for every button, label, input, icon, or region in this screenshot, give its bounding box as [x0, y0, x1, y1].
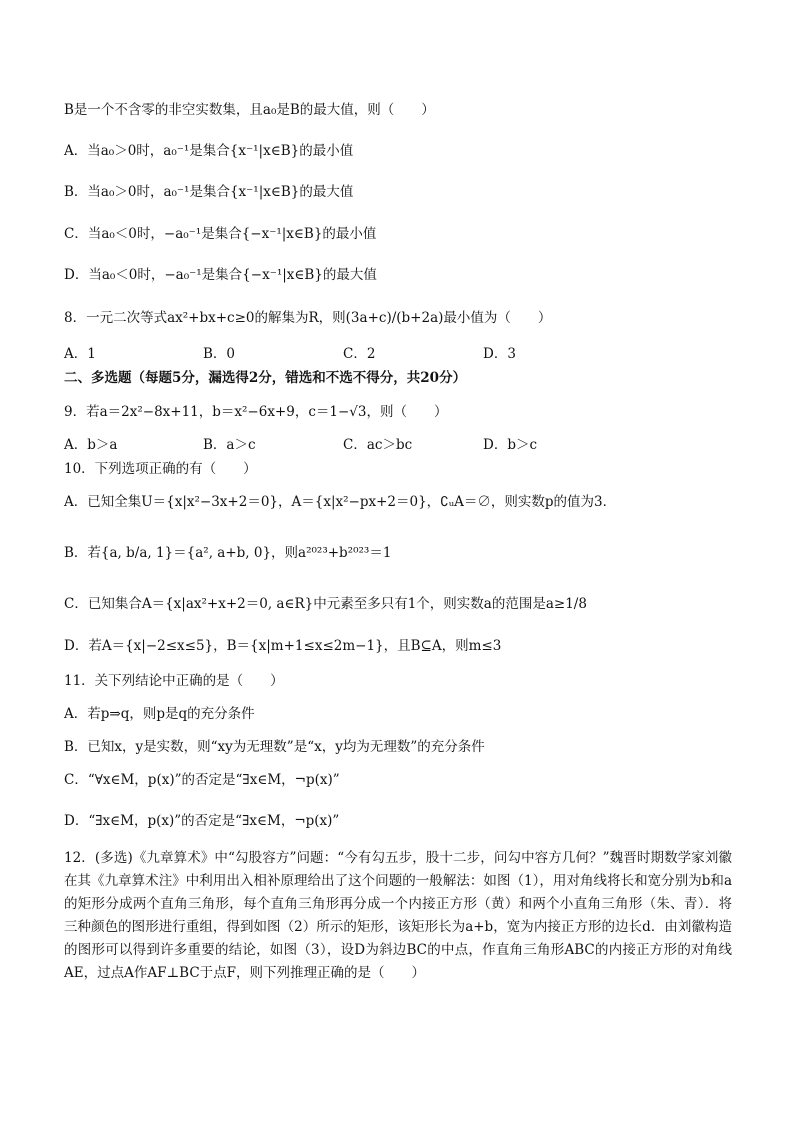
q10-option-d: D．若A＝{x|−2≤x≤5}，B＝{x|m+1≤x≤2m−1}，且B⊆A，则m≤3 [64, 638, 502, 654]
q7-option-c: C．当a₀＜0时，−a₀⁻¹是集合{−x⁻¹|x∈B}的最小值 [64, 226, 377, 242]
q11-option-a: A．若p⇒q，则p是q的充分条件 [64, 706, 255, 722]
q7-option-a: A．当a₀＞0时，a₀⁻¹是集合{x⁻¹|x∈B}的最小值 [64, 143, 354, 159]
section-heading: 二、多选题（每题5分，漏选得2分，错选和不选不得分，共20分） [64, 370, 467, 386]
q10-option-b: B．若{a, b/a, 1}＝{a², a+b, 0}，则a²⁰²³+b²⁰²³＝1 [64, 545, 392, 561]
q7-option-b: B．当a₀＞0时，a₀⁻¹是集合{x⁻¹|x∈B}的最大值 [64, 184, 354, 200]
q12-text: 12．(多选)《九章算术》中“勾股容方”问题：“今有勾五步，股十二步，问勾中容方几何？”魏晋时期数学家刘徽在其《九章算术注》中利用出入相补原理给出了这个问题的一般解法：如图（1），用对角线将长和宽分别为b和a的矩形分成两个直角三角形，每个直角三角形再分成一个内接正方形（黄）和两个小直角三角形（朱、青）．将三种颜色的图形进行重组，得到如图（2）所示的矩形，该矩形长为a+b，宽为内接正方形的边长d．由刘徽构造的图形可以得到许多重要的结论，如图（3），设D为斜边BC的中点，作直角三角形ABC的内接正方形的对角线AE，过点A作AF⊥BC于点F，则下列推理正确的是（ ） [64, 850, 732, 981]
q7-stem-tail: B是一个不含零的非空实数集，且a₀是B的最大值，则（ ） [64, 102, 435, 118]
q9-option-b: B．a＞c [203, 437, 256, 453]
q10-stem: 10．下列选项正确的有（ ） [64, 461, 257, 477]
q8-option-b: B．0 [203, 346, 236, 362]
q8-option-a: A．1 [64, 346, 96, 362]
q8-stem: 8．一元二次等式ax²+bx+c≥0的解集为R，则(3a+c)/(b+2a)最小值为（ ） [64, 310, 552, 326]
q9-option-c: C．ac＞bc [343, 437, 413, 453]
q10-option-a: A．已知全集U＝{x|x²−3x+2＝0}，A＝{x|x²−px+2＝0}，∁ᵤA＝∅，则实数p的值为3． [64, 494, 617, 510]
q11-option-c: C．“∀x∈M，p(x)”的否定是“∃x∈M，¬p(x)” [64, 772, 340, 788]
q7-option-d: D．当a₀＜0时，−a₀⁻¹是集合{−x⁻¹|x∈B}的最大值 [64, 267, 377, 283]
q11-stem: 11．关下列结论中正确的是（ ） [64, 673, 284, 689]
q11-option-d: D．“∃x∈M，p(x)”的否定是“∃x∈M，¬p(x)” [64, 813, 340, 829]
q9-stem: 9．若a＝2x²−8x+11，b＝x²−6x+9，c＝1−√3，则（ ） [64, 404, 448, 420]
q9-option-d: D．b＞c [483, 437, 538, 453]
q8-option-d: D．3 [483, 346, 516, 362]
q10-option-c: C．已知集合A＝{x|ax²+x+2＝0, a∈R}中元素至多只有1个，则实数a的范围是a≥1/8 [64, 596, 587, 612]
q11-option-b: B．已知x，y是实数，则“xy为无理数”是“x，y均为无理数”的充分条件 [64, 739, 485, 755]
q9-option-a: A．b＞a [64, 437, 118, 453]
q8-option-c: C．2 [343, 346, 376, 362]
